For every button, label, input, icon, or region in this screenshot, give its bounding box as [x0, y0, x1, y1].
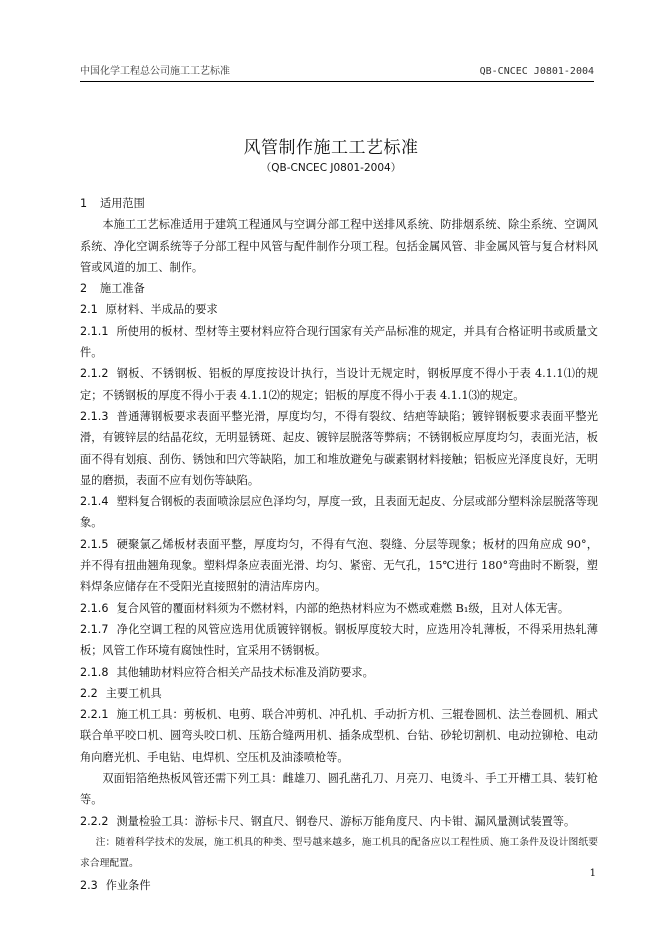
- clause-number: 2.1.3: [80, 409, 109, 423]
- clause-number: 2.1.8: [80, 665, 109, 679]
- clause-text: 硬聚氯乙烯板材表面平整，厚度均匀，不得有气泡、裂缝、分层等现象；板材的四角应成 90°，并不得有扭曲翘角现象。塑料焊条应表面光滑、均匀、紧密、无气孔，15℃进行 180°弯曲时不断裂，塑料焊条应储存在不受阳光直接照射的清洁库房内。: [80, 537, 598, 594]
- clause-text: 所使用的板材、型材等主要材料应符合现行国家有关产品标准的规定，并具有合格证明书或质量文件。: [80, 324, 598, 360]
- section-title: 原材料、半成品的要求: [105, 303, 218, 317]
- clause-number: 2.1.1: [80, 324, 109, 338]
- clause-number: 2.1.6: [80, 601, 109, 615]
- section-2-3-heading: [80, 875, 598, 896]
- section-number: 2.1: [80, 303, 98, 317]
- section-2-heading: [80, 278, 598, 299]
- clause-2-1-3: [80, 406, 598, 491]
- clause-number: 2.1.7: [80, 622, 109, 636]
- clause-number: 2.2.1: [80, 708, 109, 722]
- clause-text: 复合风管的覆面材料须为不燃材料，内部的绝热材料应为不燃或难燃 B₁级，且对人体无害。: [116, 601, 570, 615]
- document-body: [80, 193, 598, 896]
- clause-number: 2.2.2: [80, 814, 109, 828]
- section-1-heading: [80, 193, 598, 214]
- page-header: [80, 62, 594, 82]
- clause-2-1-4: [80, 491, 598, 534]
- clause-number: 2.1.2: [80, 367, 109, 381]
- clause-text: 净化空调工程的风管应选用优质镀锌钢板。钢板厚度较大时，应选用冷轧薄板，不得采用热轧薄板；风管工作环境有腐蚀性时，宜采用不锈钢板。: [80, 622, 598, 658]
- clause-2-2-1: [80, 704, 598, 768]
- note-paragraph: 注：随着科学技术的发展，施工机具的种类、型号越来越多，施工机具的配备应以工程性质、施工条件及设计图纸要求合理配置。: [80, 836, 598, 870]
- page-number: 1: [589, 868, 596, 879]
- section-2-1-heading: [80, 299, 598, 320]
- clause-2-1-8: [80, 662, 598, 683]
- header-code: QB-CNCEC J0801-2004: [479, 66, 594, 77]
- section-number: 2.3: [80, 878, 98, 892]
- clause-2-1-7: [80, 619, 598, 662]
- section-title: 主要工机具: [105, 686, 162, 700]
- scope-paragraph: 本施工工艺标准适用于建筑工程通风与空调分部工程中送排风系统、防排烟系统、除尘系统、空调风系统、净化空调系统等子分部工程中风管与配件制作分项工程。包括金属风管、非金属风管与复合材料风管或风道的加工、制作。: [80, 218, 598, 274]
- clause-2-1-6: [80, 598, 598, 619]
- clause-2-1-1: [80, 321, 598, 364]
- clause-2-1-5: [80, 534, 598, 598]
- clause-text: 其他辅助材料应符合相关产品技术标准及消防要求。: [116, 665, 374, 679]
- header-org: 中国化学工程总公司施工工艺标准: [80, 66, 230, 77]
- clause-text: 施工机工具：剪板机、电剪、联合冲剪机、冲孔机、手动折方机、三辊卷圆机、法兰卷圆机、厢式联合单平咬口机、圆弯头咬口机、压筋合缝两用机、插条成型机、台钻、砂轮切割机、电动拉铆枪、电动角向磨光机、手电钻、电焊机、空压机及油漆喷枪等。: [80, 708, 598, 764]
- clause-2-1-2: [80, 363, 598, 406]
- section-title: 施工准备: [100, 282, 145, 296]
- clause-number: 2.1.4: [80, 495, 109, 509]
- clause-text: 钢板、不锈钢板、铝板的厚度按设计执行，当设计无规定时，钢板厚度不得小于表 4.1.1⑴的规定；不锈钢板的厚度不得小于表 4.1.1⑵的规定；铝板的厚度不得小于表 4.1.1⑶的规定。: [80, 367, 598, 402]
- clause-number: 2.1.5: [80, 537, 109, 551]
- document-code: （QB-CNCEC J0801-2004）: [260, 162, 402, 174]
- section-number: 2: [80, 282, 88, 296]
- clause-2-2-2: [80, 811, 598, 832]
- document-title: 风管制作施工工艺标准: [243, 138, 419, 158]
- section-title: 作业条件: [105, 878, 151, 892]
- section-number: 2.2: [80, 686, 98, 700]
- section-title: 适用范围: [100, 197, 145, 210]
- clause-text: 塑料复合钢板的表面喷涂层应色泽均匀，厚度一致，且表面无起皮、分层或部分塑料涂层脱落等现象。: [80, 495, 598, 530]
- clause-text: 普通薄钢板要求表面平整光滑，厚度均匀，不得有裂纹、结疤等缺陷；镀锌钢板要求表面平整光滑，有镀锌层的结晶花纹，无明显锈斑、起皮、镀锌层脱落等弊病；不锈钢板应厚度均匀，表面光洁，板面不得有划痕、刮伤、锈蚀和凹穴等缺陷，加工和堆放避免与碳素钢材料接触；铝板应光泽度良好，无明显的磨损，表面不应有划伤等缺陷。: [80, 409, 598, 487]
- clause-text: 测量检验工具：游标卡尺、钢直尺、钢卷尺、游标万能角度尺、内卡钳、漏风量测试装置等。: [116, 814, 576, 828]
- section-number: 1: [80, 197, 88, 210]
- section-2-2-heading: [80, 683, 598, 704]
- tools-paragraph: 双面铝箔绝热板风管还需下列工具：雌雄刀、圆孔凿孔刀、月亮刀、电烫斗、手工开槽工具、装钉枪等。: [80, 772, 598, 807]
